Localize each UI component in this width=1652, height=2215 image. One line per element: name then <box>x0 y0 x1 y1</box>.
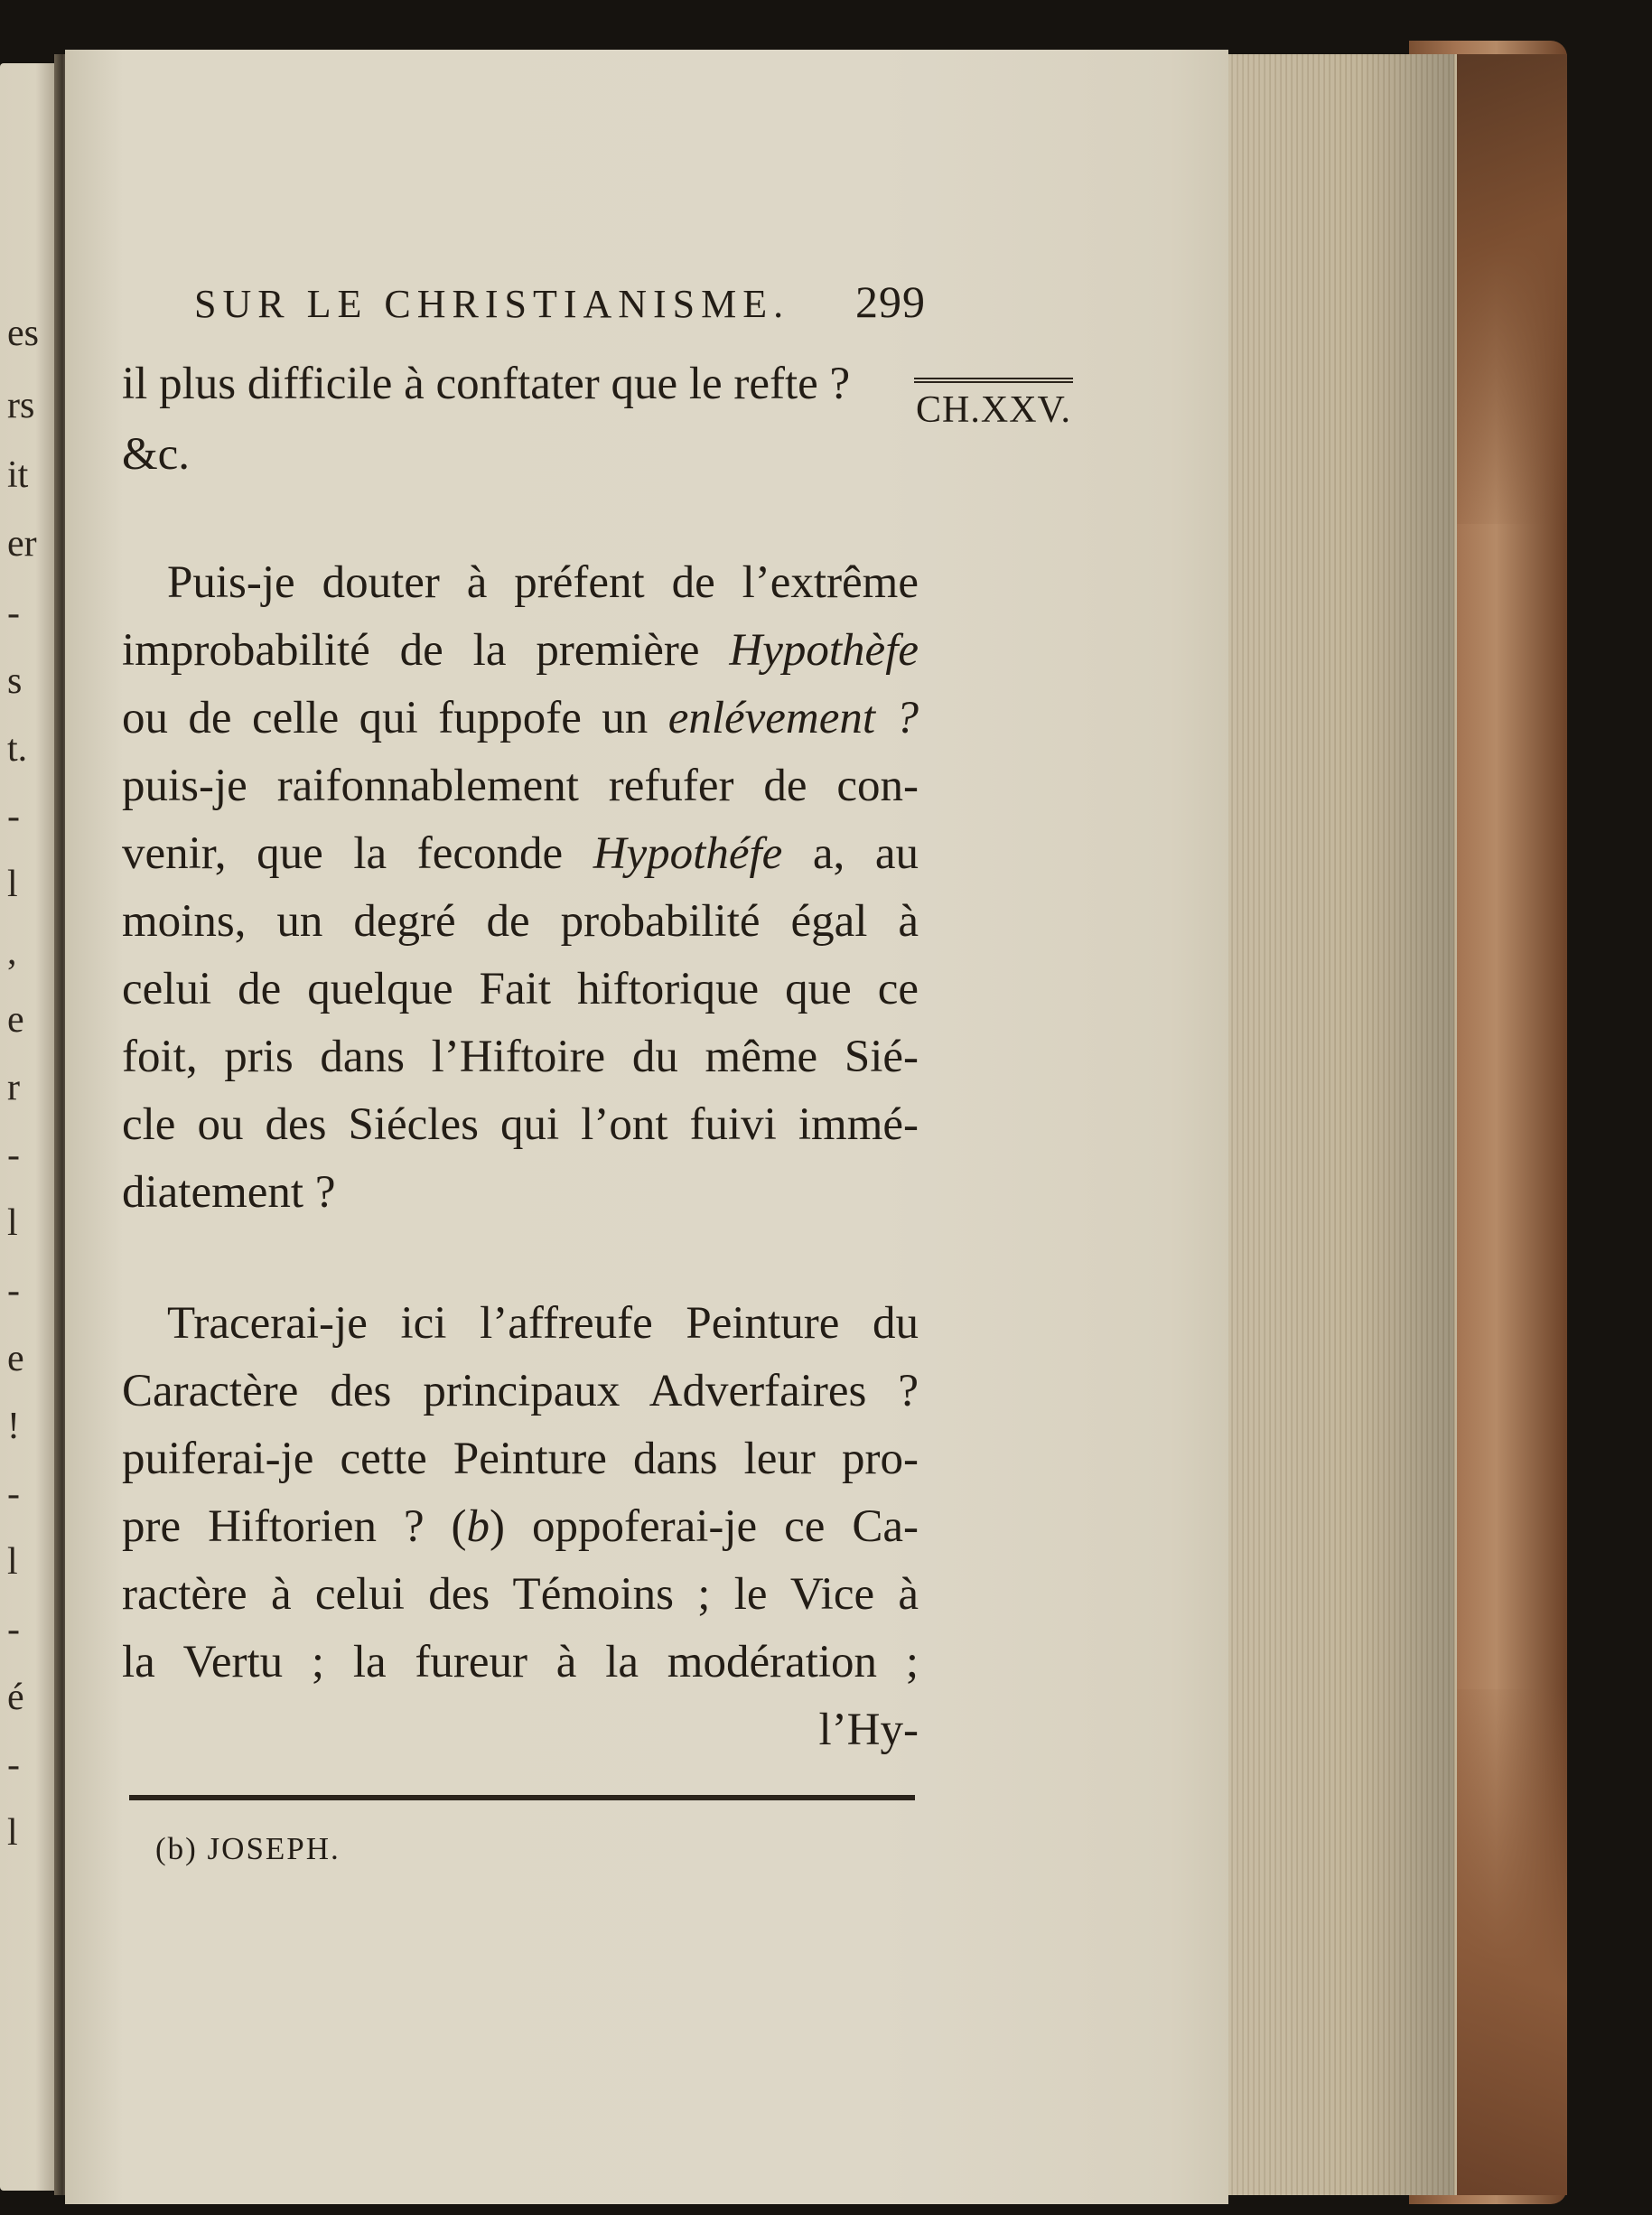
text-line <box>122 693 919 743</box>
text-line <box>122 625 919 676</box>
text-segment: venir, que la feconde <box>122 828 593 879</box>
left-page-fragment: é <box>7 1677 24 1718</box>
italic-text: Hypothèfe <box>729 625 919 676</box>
left-page-fragment: t. <box>7 728 28 770</box>
text-segment: puis-je raifonnablement refufer de con- <box>122 761 919 811</box>
text-segment: a, au <box>782 828 919 879</box>
text-line <box>122 429 919 480</box>
left-page-fragment: - <box>7 1473 20 1515</box>
left-page-fragment: s <box>7 660 23 702</box>
running-title: SUR LE CHRISTIANISME. <box>194 282 790 326</box>
text-line <box>122 1167 919 1218</box>
left-page-fragment: l <box>7 1541 18 1583</box>
text-line <box>122 896 919 947</box>
text-segment: ou de celle qui fuppofe un <box>122 693 668 743</box>
text-segment: la Vertu ; la fureur à la modération ; <box>122 1637 919 1687</box>
text-line <box>122 1366 919 1416</box>
text-segment: cle ou des Siécles qui l’ont fuivi immé- <box>122 1099 919 1150</box>
text-line <box>122 1707 919 1753</box>
text-segment: &c. <box>122 429 191 480</box>
text-segment: pre Hiftorien ? ( <box>122 1501 467 1552</box>
text-segment: ractère à celui des Témoins ; le Vice à <box>122 1569 919 1620</box>
left-page-fragment: ! <box>7 1406 20 1447</box>
left-page-fragment: er <box>7 523 37 565</box>
left-page-fragment: - <box>7 1270 20 1312</box>
text-line <box>122 1099 919 1150</box>
text-line <box>122 1034 919 1080</box>
left-page-fragment: - <box>7 1135 20 1176</box>
text-segment: moins, un degré de probabilité égal à <box>122 896 919 947</box>
italic-text: enlévement ? <box>667 693 919 743</box>
text-line <box>122 1436 919 1482</box>
text-segment: il plus difficile à conftater que le refte ? <box>122 359 851 409</box>
italic-text: b <box>466 1501 490 1552</box>
text-segment: improbabilité de la première <box>122 625 730 676</box>
text-line <box>122 964 919 1014</box>
text-segment: celui de quelque Fait hiftorique que ce <box>122 964 919 1014</box>
text-segment: l’Hy- <box>818 1705 919 1755</box>
text-segment: Puis-je douter à préfent de l’extrême <box>167 557 919 608</box>
text-line <box>122 828 919 879</box>
left-page-fragment: - <box>7 796 20 837</box>
text-line <box>122 1569 919 1620</box>
text-segment: Caractère des principaux Adverfaires ? <box>122 1366 919 1416</box>
text-segment: ) oppoferai-je ce Ca- <box>490 1501 919 1552</box>
left-page-fragment: r <box>7 1067 20 1108</box>
left-page-fragment: l <box>7 1812 18 1854</box>
left-page-fragment: es <box>7 313 39 354</box>
text-line <box>122 763 919 809</box>
text-segment: Tracerai-je ici l’affreufe Peinture du <box>167 1298 919 1349</box>
text-line <box>122 1298 919 1349</box>
page-edges-shade <box>1215 54 1454 2195</box>
text-segment: puiferai-je cette Peinture dans leur pro- <box>122 1434 919 1484</box>
cover-corner-top <box>1454 54 1567 524</box>
text-line <box>122 1637 919 1687</box>
left-page-fragment: l <box>7 864 18 905</box>
left-page-fragment: - <box>7 1609 20 1650</box>
chapter-side-note: CH.XXV. <box>914 378 1073 432</box>
text-segment: diatement ? <box>122 1167 336 1218</box>
italic-text: Hypothéfe <box>593 828 783 879</box>
left-page-fragment: - <box>7 593 20 634</box>
left-page-fragment: it <box>7 454 29 496</box>
left-page-fragment: l <box>7 1202 18 1244</box>
footnote: (b) JOSEPH. <box>155 1831 341 1866</box>
left-page-fragment: rs <box>7 385 35 426</box>
left-facing-page <box>0 63 60 2191</box>
text-line <box>122 1501 919 1552</box>
left-page-fragment: , <box>7 931 17 973</box>
running-head <box>194 276 926 328</box>
text-line <box>122 361 919 407</box>
cover-corner-bottom <box>1445 1689 1567 2195</box>
left-page-fragment: e <box>7 1338 24 1379</box>
footnote-rule <box>129 1795 915 1800</box>
text-line <box>122 557 919 608</box>
left-page-fragment: e <box>7 999 24 1041</box>
text-segment: foit, pris dans l’Hiftoire du même Sié- <box>122 1032 919 1082</box>
left-page-fragment: - <box>7 1744 20 1786</box>
page-number: 299 <box>855 276 926 327</box>
